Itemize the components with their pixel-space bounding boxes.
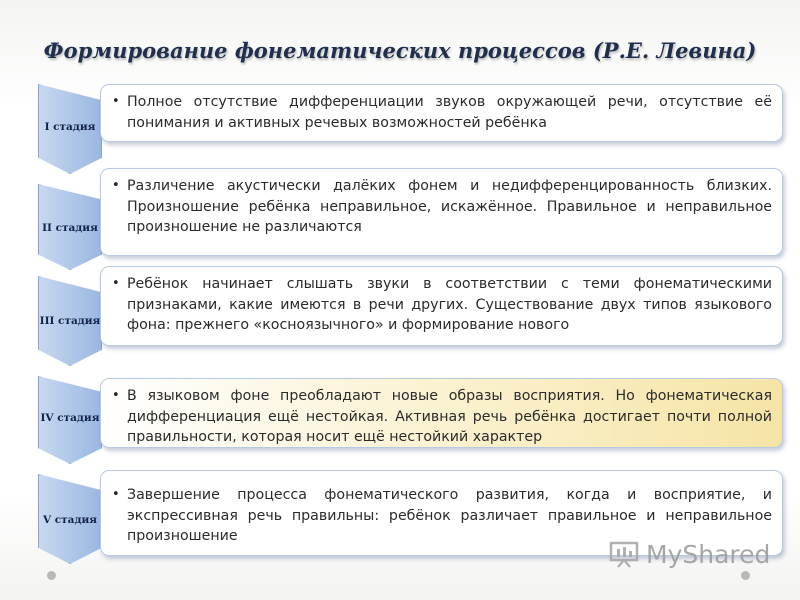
- stage-4: [38, 370, 783, 470]
- bullet-icon: •: [112, 178, 120, 193]
- decorative-dot-right: [741, 571, 750, 580]
- bullet-icon: •: [112, 487, 120, 502]
- presentation-board-icon: [608, 540, 640, 568]
- watermark-text: MyShared: [646, 539, 771, 569]
- slide-title: Формирование фонематических процессов (Р.Е. Левина): [43, 38, 757, 63]
- bullet-icon: •: [112, 388, 120, 403]
- stage-text: Ребёнок начинает слышать звуки в соответствии с теми фонематическими признаками, какие имеются в речи других. Существование двух типов языкового фона: прежнего «косноязычного» и формирование нового: [127, 276, 772, 333]
- bullet-icon: •: [112, 276, 120, 291]
- stage-card: [100, 84, 783, 142]
- stage-label: III стадия: [39, 315, 101, 327]
- stage-card-highlighted: [100, 378, 783, 448]
- stage-label: V стадия: [42, 514, 98, 526]
- stage-card: [100, 168, 783, 256]
- stage-2: [38, 160, 783, 270]
- watermark-logo: [608, 536, 770, 572]
- stage-label: II стадия: [42, 222, 98, 234]
- stage-text: Завершение процесса фонематического развития, когда и восприятие, и экспрессивная речь правильны: ребёнок различает правильное и неправильное произношение: [127, 487, 772, 544]
- stage-text: Полное отсутствие дифференциации звуков окружающей речи, отсутствие её понимания и активных речевых возможностей ребёнка: [127, 94, 772, 131]
- stage-card: [100, 266, 783, 346]
- stage-text: В языковом фоне преобладают новые образы восприятия. Но фонематическая дифференциация ещё нестойкая. Активная речь ребёнка достигает почти полной правильности, которая носит ещё нестойкий характер: [127, 388, 772, 445]
- decorative-dot-left: [47, 571, 56, 580]
- stage-label: I стадия: [44, 121, 96, 133]
- stage-3: [38, 262, 783, 372]
- bullet-icon: •: [112, 94, 120, 109]
- stage-label: IV стадия: [40, 412, 100, 424]
- stage-text: Различение акустически далёких фонем и недифференцированность близких. Произношение ребёнка неправильное, искажённое. Правильное и неправильное произношение не различаются: [127, 178, 772, 235]
